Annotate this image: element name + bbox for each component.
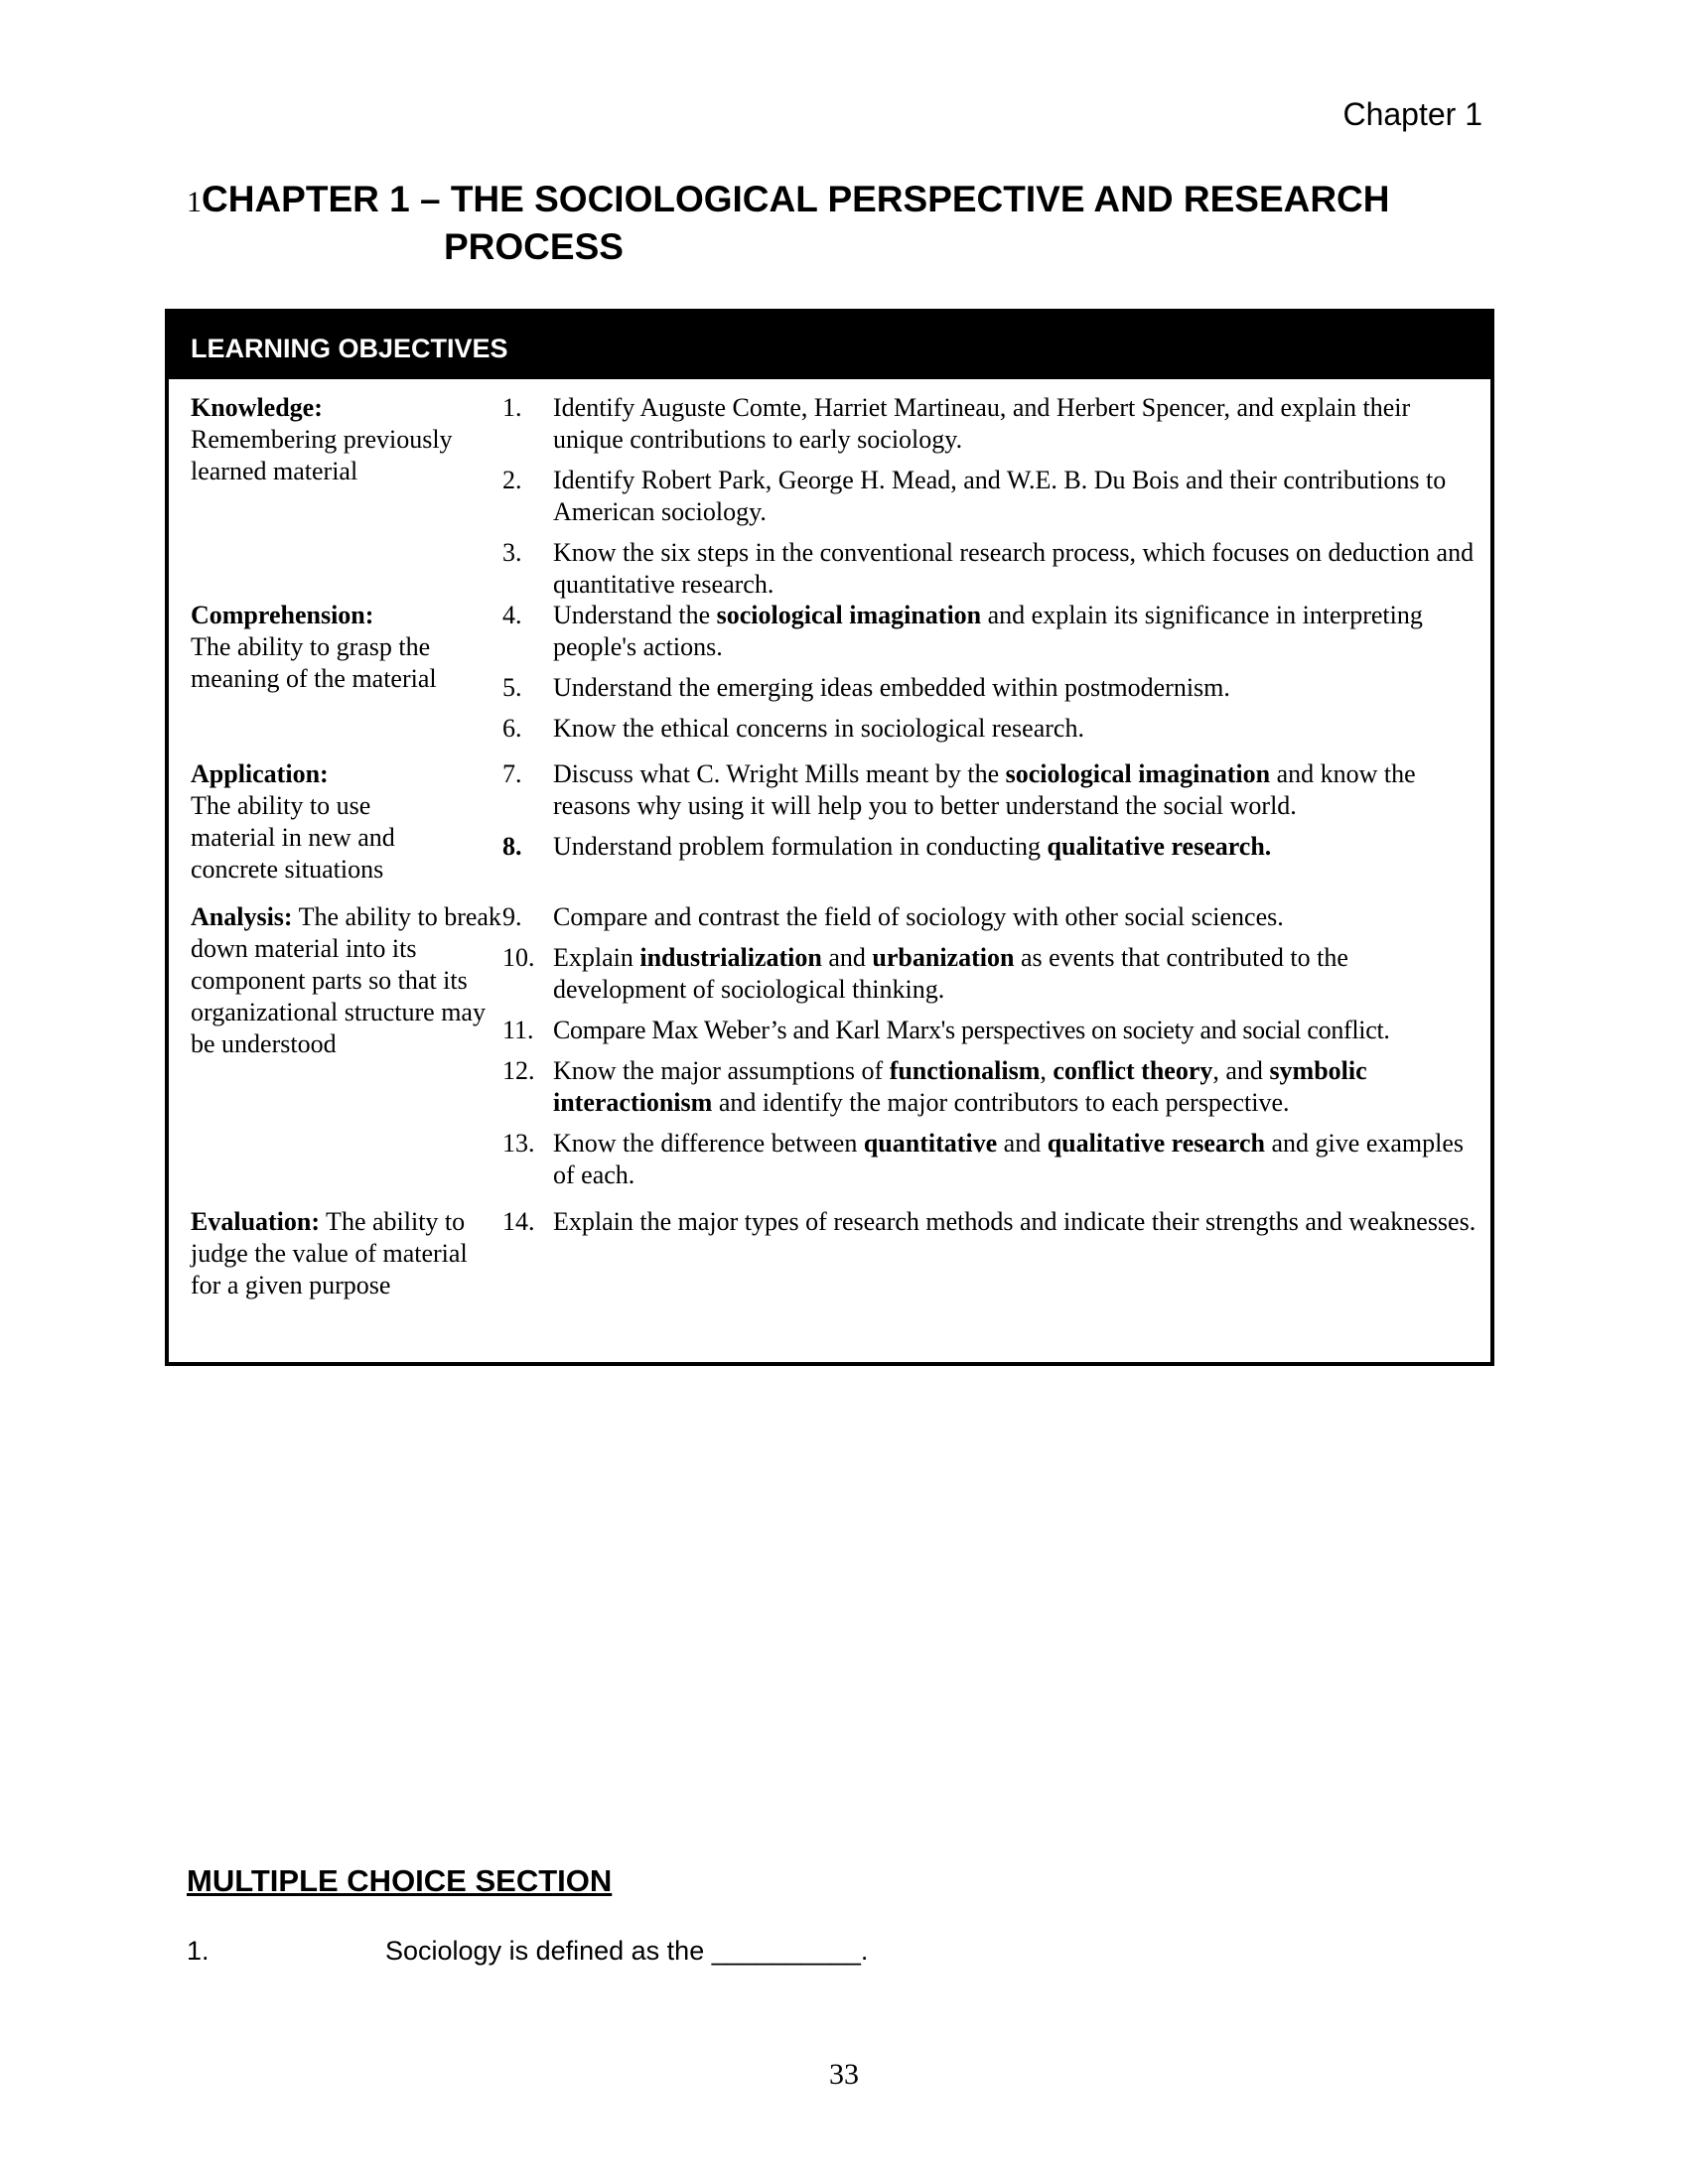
objective-item: 14. Explain the major types of research methods and indicate their strengths and weaknesses.: [502, 1207, 1477, 1236]
question-text: Sociology is defined as the __________.: [385, 1936, 869, 1966]
objective-item: 12. Know the major assumptions of functionalism, conflict theory, and symbolic interactionism and identify the major contributors to each perspective.: [502, 1056, 1367, 1117]
chapter-title-line1: CHAPTER 1 – THE SOCIOLOGICAL PERSPECTIVE AND RESEARCH: [202, 179, 1390, 219]
objective-item: 9. Compare and contrast the field of sociology with other social sciences.: [502, 902, 1284, 931]
objective-item: 4. Understand the sociological imagination and explain its significance in interpreting people's actions.: [502, 601, 1423, 661]
learning-objectives-table: [165, 309, 1494, 1366]
analysis-cell: [169, 901, 502, 1206]
footnote-marker: 1: [187, 186, 202, 218]
evaluation-row: [169, 1206, 1490, 1301]
evaluation-cell: [169, 1206, 502, 1301]
analysis-label: Analysis:: [191, 902, 293, 931]
evaluation-label: Evaluation:: [191, 1207, 321, 1236]
evaluation-desc: The ability to judge the value of material for a given purpose: [191, 1207, 468, 1299]
knowledge-label: Knowledge:: [191, 393, 323, 422]
knowledge-desc: Remembering previously learned material: [191, 425, 453, 485]
comprehension-desc: The ability to grasp the meaning of the material: [191, 632, 437, 693]
analysis-desc: The ability to break down material into its component parts so that its organizational structure may be understood: [191, 902, 501, 1058]
objective-item: 6. Know the ethical concerns in sociological research.: [502, 714, 1084, 743]
running-head: Chapter 1: [1342, 96, 1482, 132]
comprehension-cell: [169, 600, 502, 758]
objective-item: 13. Know the difference between quantitative and qualitative research and give examples of each.: [502, 1129, 1465, 1189]
application-desc: The ability to use material in new and concrete situations: [191, 791, 395, 884]
objective-item: 2. Identify Robert Park, George H. Mead, and W.E. B. Du Bois and their contributions to American sociology.: [502, 466, 1447, 526]
analysis-row: [169, 901, 1490, 1206]
application-row: [169, 758, 1490, 901]
page-number: 33: [829, 2058, 859, 2091]
objective-item: 10. Explain industrialization and urbanization as events that contributed to the development of sociological thinking.: [502, 943, 1348, 1004]
objective-item: 7. Discuss what C. Wright Mills meant by the sociological imagination and know the reasons why using it will help you to better understand the social world.: [502, 759, 1416, 820]
objective-item: 5. Understand the emerging ideas embedded within postmodernism.: [502, 673, 1230, 702]
learning-objectives-heading: LEARNING OBJECTIVES: [169, 313, 1490, 379]
objective-item: 1. Identify Auguste Comte, Harriet Martineau, and Herbert Spencer, and explain their unique contributions to early sociology.: [502, 393, 1411, 454]
knowledge-cell: [169, 392, 502, 600]
comprehension-row: [169, 600, 1490, 758]
objective-item: 3. Know the six steps in the conventional research process, which focuses on deduction and quantitative research.: [502, 538, 1475, 599]
application-cell: [169, 758, 502, 901]
application-label: Application:: [191, 759, 329, 788]
chapter-title-line2: PROCESS: [444, 226, 624, 267]
comprehension-label: Comprehension:: [191, 601, 374, 629]
question-number: 1.: [187, 1936, 210, 1966]
objective-item: 8. Understand problem formulation in conducting qualitative research.: [502, 832, 1272, 861]
objective-item: 11. Compare Max Weber’s and Karl Marx's perspectives on society and social conflict.: [502, 1016, 1390, 1044]
chapter-title: [187, 177, 1390, 269]
knowledge-row: [169, 379, 1490, 600]
multiple-choice-heading: MULTIPLE CHOICE SECTION: [187, 1863, 613, 1898]
